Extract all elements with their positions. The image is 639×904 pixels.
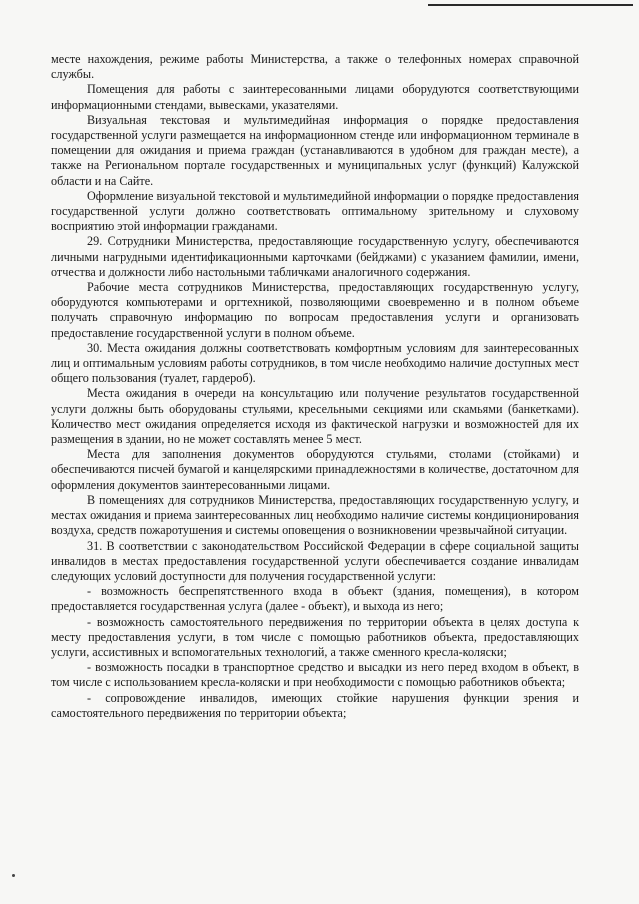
paragraph: Рабочие места сотрудников Министерства, предоставляющих государственную услугу, оборудуются компьютерами и оргтехникой, позволяющими своевременно и в полном объеме получать справочную информацию по вопросам предоставления услуги и организовать предоставление государственной услуги в полном объеме. [51, 280, 579, 340]
paragraph: Места ожидания в очереди на консультацию или получение результатов государственной услуги должны быть оборудованы стульями, кресельными секциями или скамьями (банкетками). Количество мест ожидания определяется исходя из фактической нагрузки и возможностей для их размещения в здании, но не может составлять менее 5 мест. [51, 386, 579, 447]
paragraph-item-29: 29. Сотрудники Министерства, предоставляющие государственную услугу, обеспечиваются личными нагрудными идентификационными карточками (бейджами) с указанием фамилии, имени, отчества и должности либо настольными табличками аналогичного содержания. [51, 234, 579, 279]
paragraph: Места для заполнения документов оборудуются стульями, столами (стойками) и обеспечиваются писчей бумагой и канцелярскими принадлежностями в количестве, достаточном для оформления документов заинтересованными лицами. [51, 447, 579, 492]
paragraph: Оформление визуальной текстовой и мультимедийной информации о порядке предоставления государственной услуги должно соответствовать оптимальному зрительному и слуховому восприятию этой информации гражданами. [51, 188, 579, 234]
document-body [51, 52, 579, 721]
paragraph: Визуальная текстовая и мультимедийная информация о порядке предоставления государственной услуги размещается на информационном стенде или информационном терминале в помещении для ожидания и приема граждан (устанавливаются в удобном для граждан месте), а также на Региональном портале государственных и муниципальных услуг (функций) Калужской области и на Сайте. [51, 112, 579, 188]
top-rule [428, 4, 633, 6]
paragraph: Помещения для работы с заинтересованными лицами оборудуются соответствующими информационными стендами, вывесками, указателями. [51, 82, 579, 112]
list-item: - сопровождение инвалидов, имеющих стойкие нарушения функции зрения и самостоятельного передвижения по территории объекта; [51, 690, 579, 720]
paragraph: месте нахождения, режиме работы Министерства, а также о телефонных номерах справочной службы. [51, 52, 579, 82]
paragraph-item-31: 31. В соответствии с законодательством Российской Федерации в сфере социальной защиты инвалидов в местах предоставления государственной услуги обеспечивается создание инвалидам следующих условий доступности для получения государственной услуги: [51, 538, 579, 583]
list-item: - возможность посадки в транспортное средство и высадки из него перед входом в объект, в том числе с использованием кресла-коляски и при необходимости с помощью работников объекта; [51, 660, 579, 690]
paragraph: В помещениях для сотрудников Министерства, предоставляющих государственную услугу, и местах ожидания и приема заинтересованных лиц необходимо наличие системы кондиционирования воздуха, средств пожаротушения и системы оповещения о возникновении чрезвычайной ситуации. [51, 492, 579, 538]
list-item: - возможность беспрепятственного входа в объект (здания, помещения), в котором предоставляется государственная услуга (далее - объект), и выхода из него; [51, 584, 579, 614]
paragraph-item-30: 30. Места ожидания должны соответствовать комфортным условиям для заинтересованных лиц и оптимальным условиям работы сотрудников, в том числе необходимо наличие доступных мест общего пользования (туалет, гардероб). [51, 340, 579, 386]
scan-speck [12, 874, 15, 877]
list-item: - возможность самостоятельного передвижения по территории объекта в целях доступа к месту предоставления услуги, в том числе с помощью работников объекта, предоставляющих услуги, ассистивных и вспомогательных технологий, а также сменного кресла-коляски; [51, 614, 579, 659]
